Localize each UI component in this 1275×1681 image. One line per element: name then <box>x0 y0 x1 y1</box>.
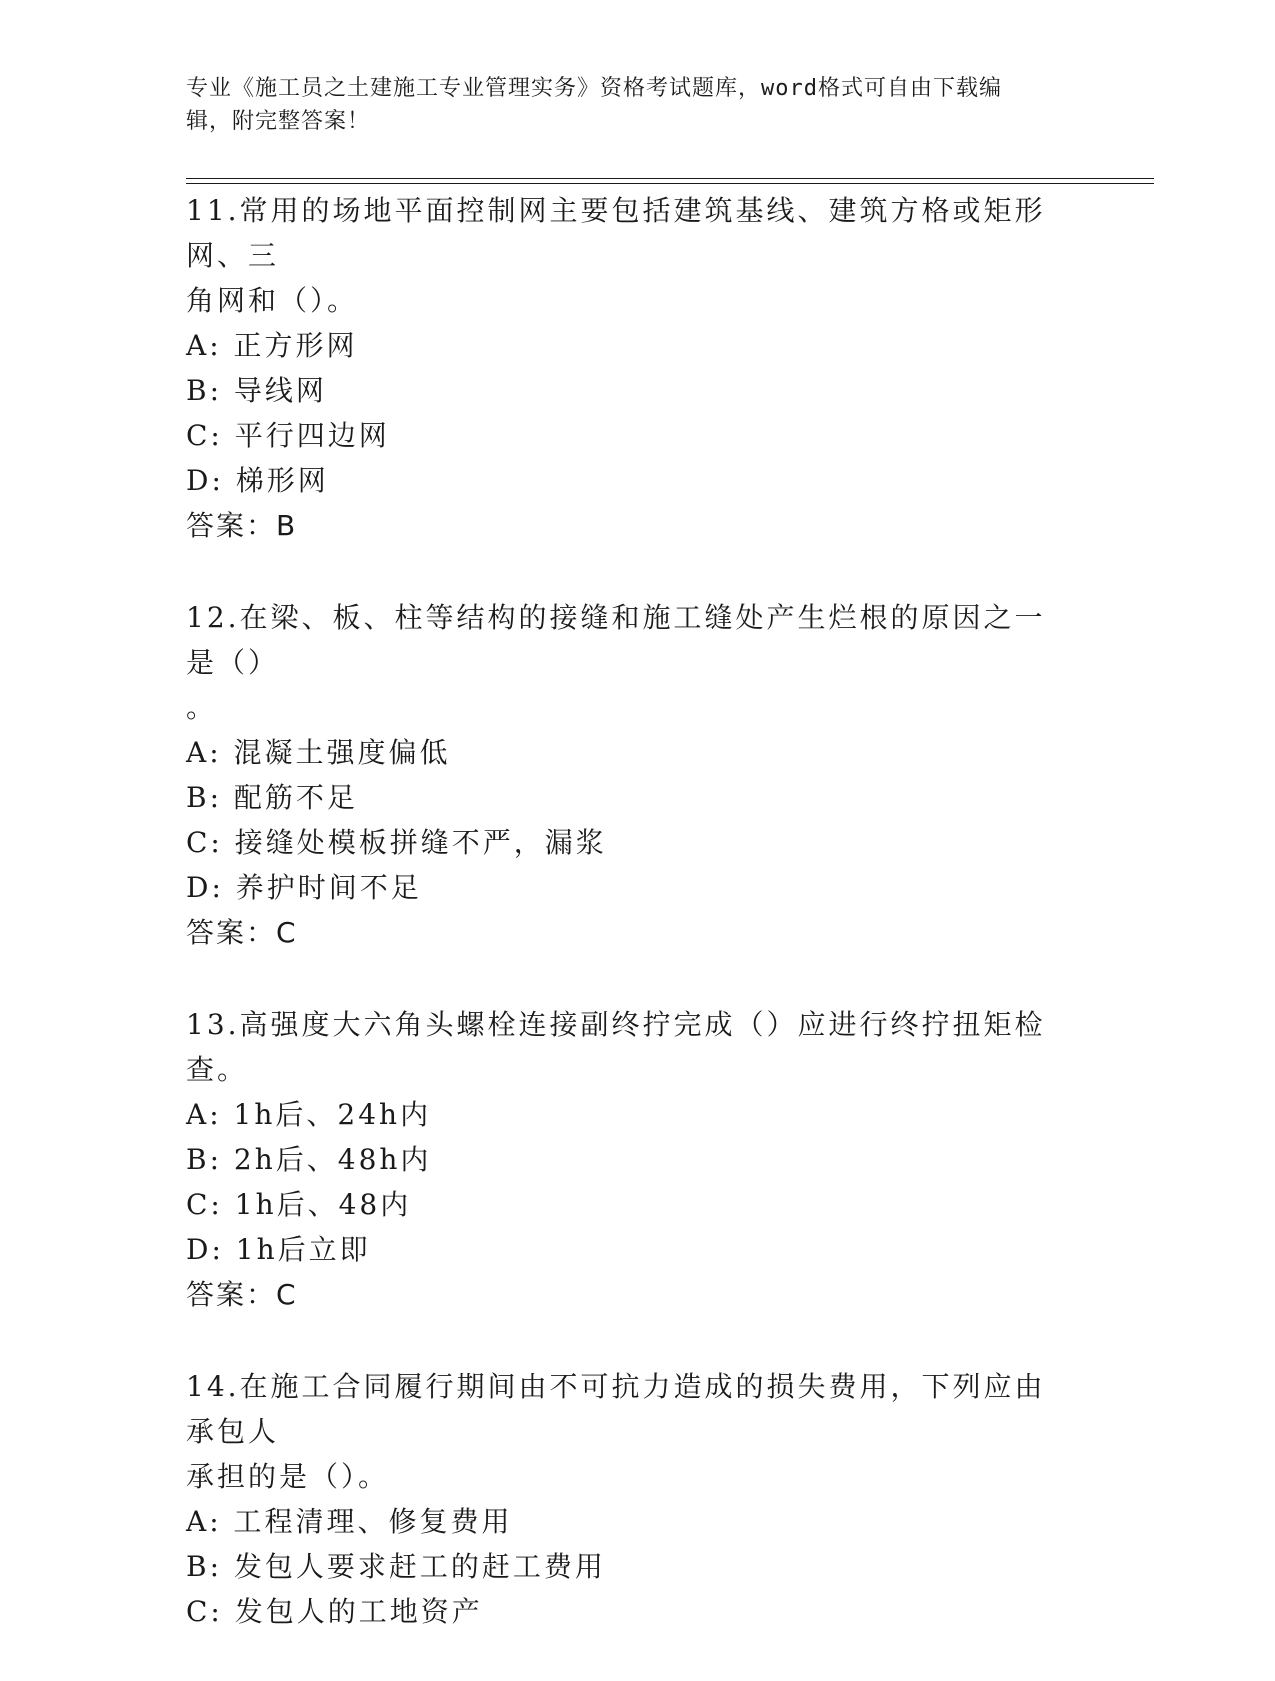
header-divider-top <box>186 178 1154 179</box>
header-line-1: 专业《施工员之土建施工专业管理实务》资格考试题库，word格式可自由下载编 <box>186 76 1002 101</box>
question-text-line-1: 12.在梁、板、柱等结构的接缝和施工缝处产生烂根的原因之一是（） <box>186 601 1046 679</box>
answer: 答案：C <box>186 916 298 949</box>
question-text: 13.高强度大六角头螺栓连接副终拧完成（）应进行终拧扭矩检查。 <box>186 1008 1046 1086</box>
question-text <box>186 188 1066 323</box>
header-line-2: 辑，附完整答案！ <box>186 109 371 134</box>
option-c: C: 1h后、48内 <box>186 1188 412 1221</box>
question-14 <box>186 1364 1086 1634</box>
option-b: B: 2h后、48h内 <box>186 1143 432 1176</box>
option-b: B: 配筋不足 <box>186 781 358 814</box>
question-13 <box>186 1002 1086 1317</box>
answer: 答案：B <box>186 509 298 542</box>
option-c: C: 接缝处模板拼缝不严，漏浆 <box>186 826 607 859</box>
option-a: A: 正方形网 <box>186 329 358 362</box>
option-d: D: 养护时间不足 <box>186 871 422 904</box>
question-12 <box>186 595 1086 955</box>
answer: 答案：C <box>186 1278 298 1311</box>
question-11 <box>186 188 1086 548</box>
option-a: A: 1h后、24h内 <box>186 1098 432 1131</box>
question-list <box>186 188 1086 1681</box>
option-c: C: 发包人的工地资产 <box>186 1595 483 1628</box>
option-c: C: 平行四边网 <box>186 419 390 452</box>
question-text-line-1: 14.在施工合同履行期间由不可抗力造成的损失费用，下列应由承包人 <box>186 1370 1046 1448</box>
document-header <box>186 72 1066 138</box>
question-text <box>186 1364 1066 1499</box>
question-text-line-2: 。 <box>186 691 218 724</box>
question-text-line-2: 承担的是（）。 <box>186 1460 390 1493</box>
option-a: A: 工程清理、修复费用 <box>186 1505 513 1538</box>
option-d: D: 梯形网 <box>186 464 329 497</box>
option-b: B: 发包人要求赶工的赶工费用 <box>186 1550 606 1583</box>
option-d: D: 1h后立即 <box>186 1233 371 1266</box>
question-text-line-2: 角网和（）。 <box>186 284 359 317</box>
question-text-line-1: 11.常用的场地平面控制网主要包括建筑基线、建筑方格或矩形网、三 <box>186 194 1046 272</box>
header-divider-bottom <box>186 183 1154 184</box>
option-a: A: 混凝土强度偏低 <box>186 736 451 769</box>
question-text <box>186 595 1066 730</box>
option-b: B: 导线网 <box>186 374 327 407</box>
